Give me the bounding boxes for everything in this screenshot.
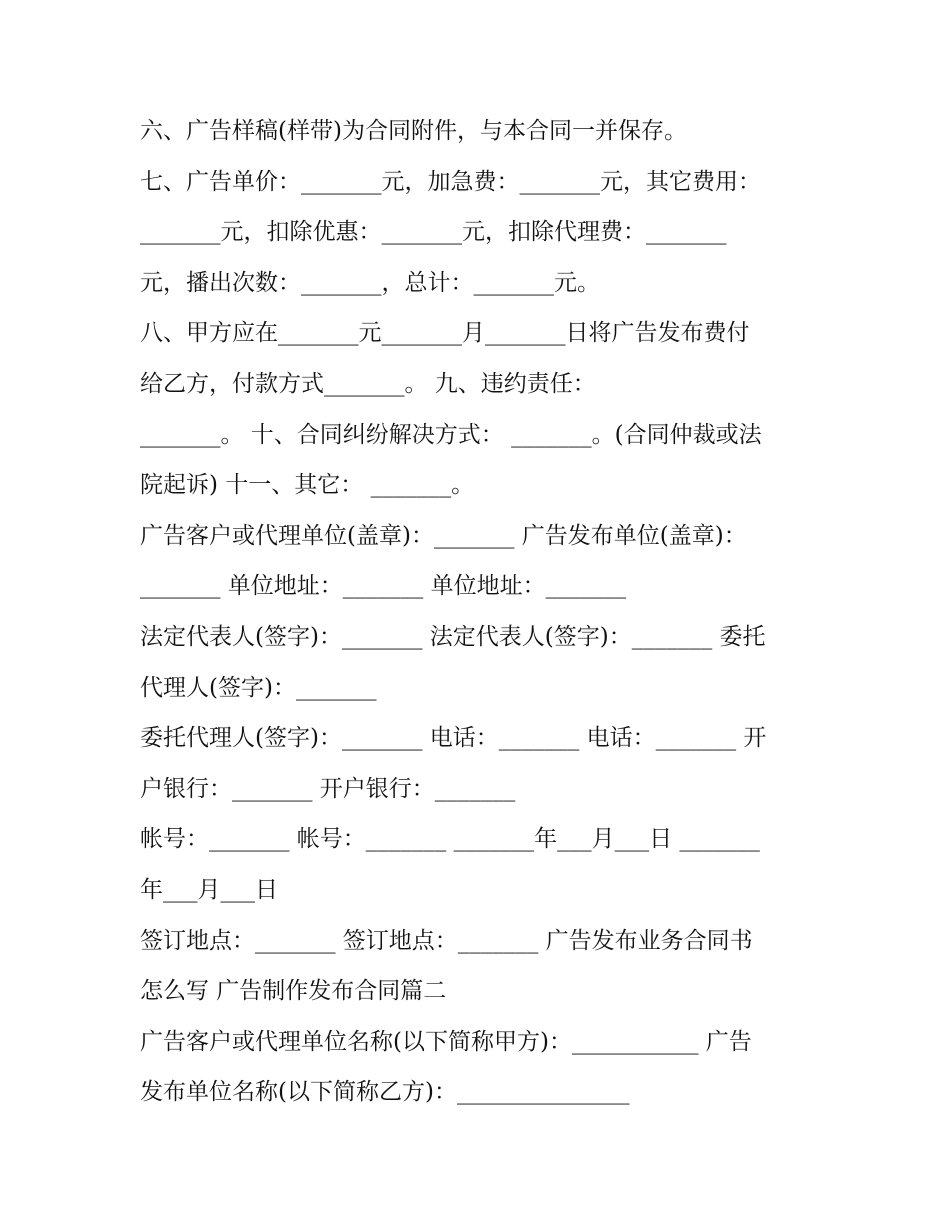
document-line: 怎么写 广告制作发布合同篇二 [140,978,447,1005]
document-line: 给乙方，付款方式_______。 九、违约责任： [140,370,596,397]
document-line: 广告客户或代理单位(盖章)：_______ 广告发布单位(盖章)： [140,522,747,549]
document-line: _______元，扣除优惠：_______元，扣除代理费：_______ [140,219,727,246]
document-line: 法定代表人(签字)：_______ 法定代表人(签字)：_______ 委托 [140,623,766,650]
document-line: 元，播出次数：_______，总计：_______元。 [140,269,600,296]
document-line: 签订地点：_______ 签订地点：_______ 广告发布业务合同书 [140,927,753,954]
document-line: 七、广告单价：_______元，加急费：_______元，其它费用： [140,168,761,195]
document-line: 六、广告样稿(样带)为合同附件，与本合同一并保存。 [140,118,687,144]
document-line: 帐号：_______ 帐号：_______ _______年___月___日 _______ [140,826,760,853]
document-line: 院起诉) 十一、其它： _______。 [140,472,475,499]
document-line: 发布单位名称(以下简称乙方)：_______________ [140,1079,630,1106]
document-line: 代理人(签字)：_______ [140,674,377,701]
document-line: 年___月___日 [140,876,278,903]
document-line: 户银行：_______ 开户银行：_______ [140,775,516,802]
document-body [140,106,820,1118]
document-line: 八、甲方应在_______元_______月_______日将广告发布费付 [140,320,750,347]
document-line: _______ 单位地址：_______ 单位地址：_______ [140,573,627,600]
document-line: 广告客户或代理单位名称(以下简称甲方)：___________ 广告 [140,1028,752,1055]
document-line: 委托代理人(签字)：_______ 电话：_______ 电话：_______ 开 [140,725,767,752]
document-line: _______。 十、合同纠纷解决方式： _______。(合同仲裁或法 [140,421,762,448]
